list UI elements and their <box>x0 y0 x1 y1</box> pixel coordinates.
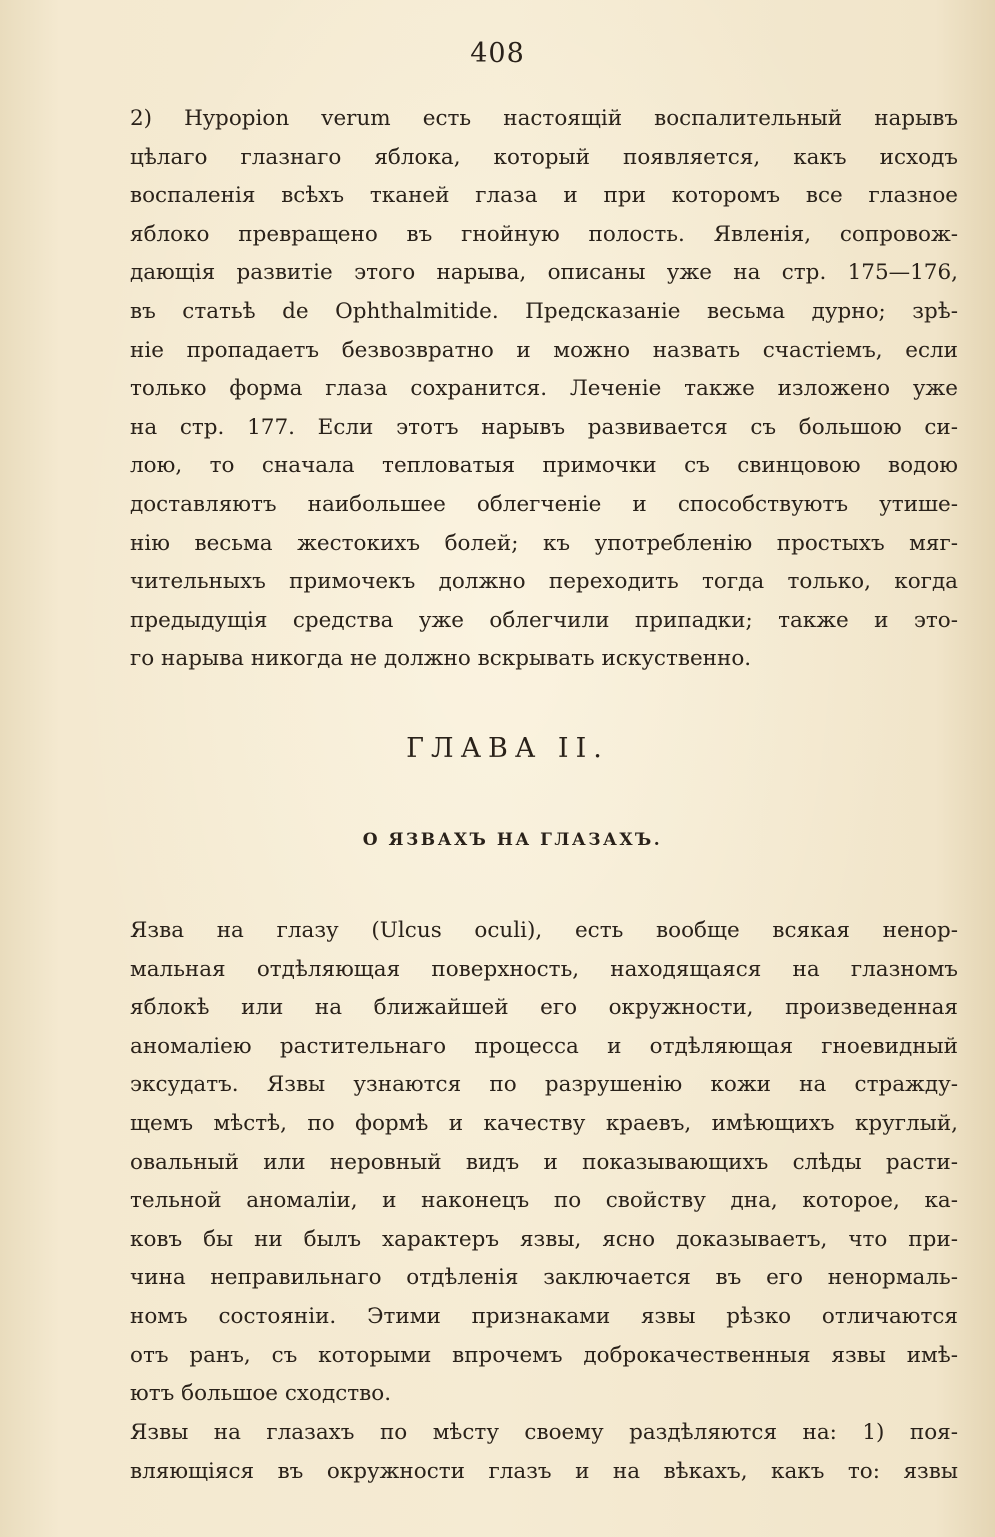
text-line: въ статьѣ de Ophthalmitide. Предсказаніе весьма дурно; зрѣ- <box>130 298 958 324</box>
text-line: яблокѣ или на ближайшей его окружности, произведенная <box>130 995 958 1021</box>
text-line: ютъ большое сходство. <box>130 1381 392 1407</box>
text-line: овальный или неровный видъ и показывающихъ слѣды расти- <box>130 1149 958 1175</box>
text-line: ніе пропадаетъ безвозвратно и можно назвать счастіемъ, если <box>130 337 958 363</box>
text-line: 2) Hypopion verum есть настоящій воспалительный нарывъ <box>130 106 958 131</box>
text-line: воспаленія всѣхъ тканей глаза и при которомъ все глазное <box>130 183 958 209</box>
text-line: отъ ранъ, съ которыми впрочемъ доброкачественныя язвы имѣ- <box>130 1342 958 1368</box>
text-line: доставляютъ наибольшее облегченіе и способствуютъ утише- <box>130 491 958 517</box>
page-number: 408 <box>470 38 525 69</box>
text-line: аномаліею растительнаго процесса и отдѣляющая гноевидный <box>130 1033 958 1059</box>
text-line: номъ состояніи. Этими признаками язвы рѣзко отличаются <box>130 1303 958 1329</box>
text-line: Язва на глазу (Ulcus oculi), есть вообще всякая ненор- <box>130 918 958 943</box>
text-line: эксудатъ. Язвы узнаются по разрушенію кожи на стражду- <box>130 1072 958 1098</box>
text-line: Язвы на глазахъ по мѣсту своему раздѣляются на: 1) поя- <box>130 1420 958 1445</box>
text-line: нію весьма жестокихъ болей; къ употребленію простыхъ мяг- <box>130 530 958 556</box>
paragraph-hypopion <box>130 100 958 679</box>
text-line: предыдущія средства уже облегчили припадки; также и это- <box>130 607 958 633</box>
text-line: цѣлаго глазнаго яблока, который появляется, какъ исходъ <box>130 144 958 170</box>
text-line: чительныхъ примочекъ должно переходить тогда только, когда <box>130 569 958 595</box>
text-line: только форма глаза сохранится. Леченіе также изложено уже <box>130 376 958 402</box>
chapter-title: ГЛАВА II. <box>406 733 609 764</box>
text-line: ковъ бы ни былъ характеръ язвы, ясно доказываетъ, что при- <box>130 1226 958 1252</box>
text-line: дающія развитіе этого нарыва, описаны уже на стр. 175—176, <box>130 260 958 286</box>
text-line: вляющіяся въ окружности глазъ и на вѣкахъ, какъ то: язвы <box>130 1458 958 1484</box>
text-line: тельной аномаліи, и наконецъ по свойству дна, которое, ка- <box>130 1188 958 1214</box>
text-line: яблоко превращено въ гнойную полость. Явленія, сопровож- <box>130 221 958 247</box>
paragraph-ulcus-oculi <box>130 912 958 1414</box>
text-line: чина неправильнаго отдѣленія заключается въ его ненормаль- <box>130 1265 958 1291</box>
text-line: щемъ мѣстѣ, по формѣ и качеству краевъ, имѣющихъ круглый, <box>130 1110 958 1136</box>
text-line: на стр. 177. Если этотъ нарывъ развивается съ большою си- <box>130 414 958 440</box>
section-title: О ЯЗВАХЪ НА ГЛАЗАХЪ. <box>362 830 663 850</box>
paragraph-ulcer-classification <box>130 1414 958 1491</box>
text-line: го нарыва никогда не должно вскрывать искуственно. <box>130 646 752 672</box>
text-line: лою, то сначала тепловатыя примочки съ свинцовою водою <box>130 453 958 479</box>
text-line: мальная отдѣляющая поверхность, находящаяся на глазномъ <box>130 956 958 982</box>
